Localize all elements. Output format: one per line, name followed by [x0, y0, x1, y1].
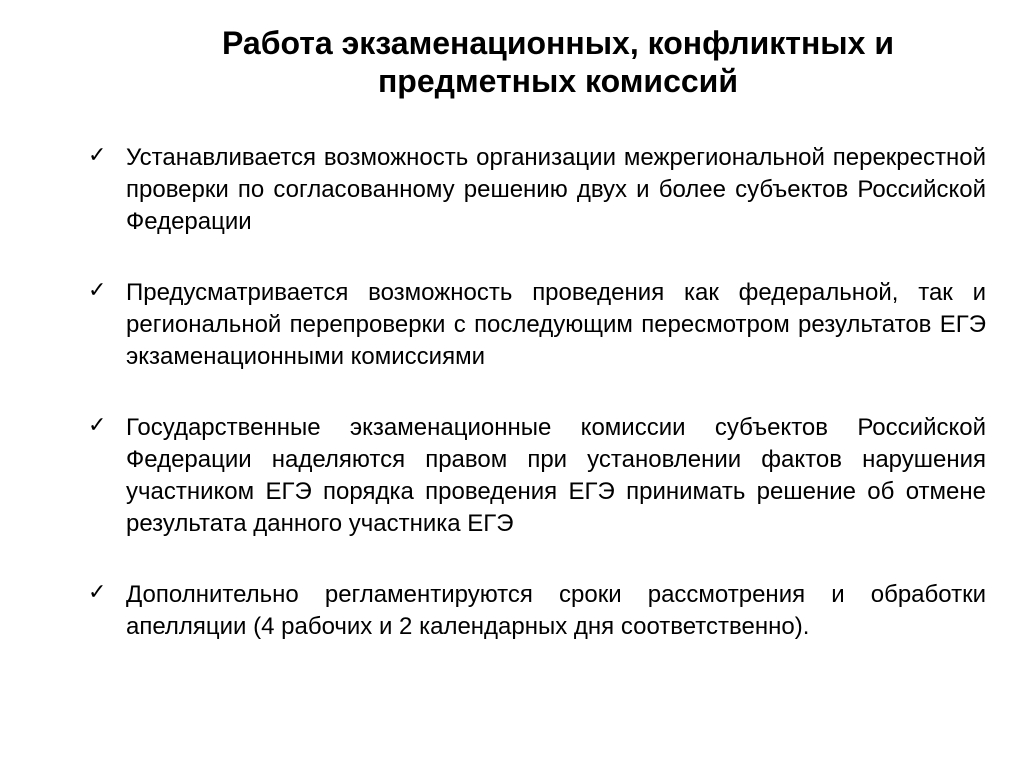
bullet-text: Предусматривается возможность проведения как федеральной, так и региональной перепроверки с последующим пересмотром результатов ЕГЭ экзаменационными комиссиями: [126, 279, 986, 370]
bullet-item: [88, 412, 986, 540]
bullet-text: Государственные экзаменационные комиссии субъектов Российской Федерации наделяются правом при установлении фактов нарушения участником ЕГЭ порядка проведения ЕГЭ принимать решение об отмене результата данного участника ЕГЭ: [126, 414, 986, 537]
check-icon: ✓: [88, 143, 107, 168]
slide-title: Работа экзаменационных, конфликтных и предметных комиссий: [222, 25, 894, 99]
bullet-list: [88, 142, 986, 682]
check-icon: ✓: [88, 413, 107, 438]
bullet-text: Дополнительно регламентируются сроки рассмотрения и обработки апелляции (4 рабочих и 2 календарных дня соответственно).: [126, 581, 986, 640]
bullet-item: [88, 579, 986, 643]
bullet-text: Устанавливается возможность организации межрегиональной перекрестной проверки по согласованному решению двух и более субъектов Российской Федерации: [126, 144, 986, 235]
bullet-item: [88, 142, 986, 238]
check-icon: ✓: [88, 278, 107, 303]
bullet-item: [88, 277, 986, 373]
check-icon: ✓: [88, 580, 107, 605]
